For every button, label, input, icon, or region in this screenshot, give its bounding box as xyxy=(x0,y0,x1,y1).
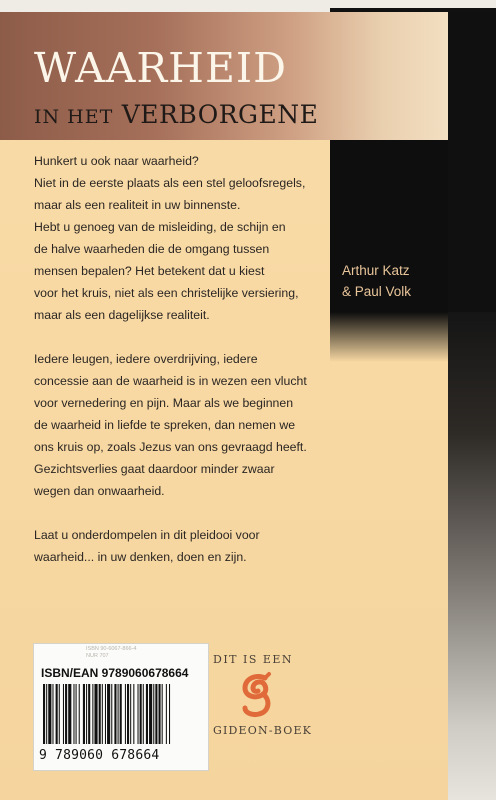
barcode-bar xyxy=(143,684,144,744)
blurb-line: maar als een dagelijkse realiteit. xyxy=(34,308,210,322)
blurb-line: de waarheid in liefde te spreken, dan nemen we xyxy=(34,418,296,432)
blurb-line: voor vernedering en pijn. Maar als we beginnen xyxy=(34,396,294,410)
barcode-bar xyxy=(159,684,161,744)
barcode-bar xyxy=(169,684,170,744)
barcode-bar xyxy=(138,684,139,744)
barcode-bar xyxy=(155,684,157,744)
barcode-sticker xyxy=(33,643,209,771)
blurb-line: Laat u onderdompelen in dit pleidooi voor xyxy=(34,528,260,542)
author-1: Arthur Katz xyxy=(342,263,410,278)
subtitle-main: VERBORGENE xyxy=(121,100,319,129)
barcode-bar xyxy=(63,684,64,744)
barcode-bar xyxy=(111,684,112,744)
blurb-line: Gezichtsverlies gaat daardoor minder zwaar xyxy=(34,462,275,476)
blurb-paragraph-1 xyxy=(34,150,334,326)
blurb-line: wegen dan onwaarheid. xyxy=(34,484,165,498)
barcode-bar xyxy=(130,684,131,744)
barcode-bar xyxy=(94,684,97,744)
gideon-logo-icon xyxy=(235,670,279,720)
blurb-text xyxy=(34,150,334,590)
barcode-bar xyxy=(133,684,134,744)
barcode-bar xyxy=(46,684,47,744)
publisher-tagline: DIT IS EEN xyxy=(213,653,294,666)
blurb-line: voor het kruis, niet als een christelijke versiering, xyxy=(34,286,299,300)
isbn-label: ISBN/EAN 9789060678664 xyxy=(41,666,189,680)
barcode-bar xyxy=(52,684,53,744)
barcode-bar xyxy=(76,684,77,744)
blurb-line: Hebt u genoeg van de misleiding, de schijn en xyxy=(34,220,286,234)
blurb-line: concessie aan de waarheid is in wezen een vlucht xyxy=(34,374,307,388)
book-title: WAARHEID xyxy=(34,44,287,92)
barcode-bar xyxy=(102,684,103,744)
barcode-bar xyxy=(105,684,106,744)
subtitle-prefix: IN HET xyxy=(34,106,114,128)
blurb-line: de halve waarheden die de omgang tussen xyxy=(34,242,270,256)
barcode-bar xyxy=(43,684,45,744)
blurb-line: Iedere leugen, iedere overdrijving, iedere xyxy=(34,352,258,366)
barcode-bar xyxy=(162,684,163,744)
right-fade-strip xyxy=(448,312,496,800)
barcode-bar xyxy=(118,684,119,744)
barcode-bar xyxy=(83,684,85,744)
barcode-bar xyxy=(127,684,129,744)
barcode-bar xyxy=(149,684,152,744)
barcode-bar xyxy=(166,684,167,744)
blurb-line: mensen bepalen? Het betekent dat u kiest xyxy=(34,264,265,278)
barcode-bar xyxy=(56,684,58,744)
publisher-name: GIDEON-BOEK xyxy=(213,724,313,737)
right-dark-strip xyxy=(448,12,496,312)
barcode-bar xyxy=(86,684,87,744)
blurb-paragraph-2 xyxy=(34,348,334,502)
barcode-bar xyxy=(88,684,90,744)
barcode-bar xyxy=(59,684,60,744)
blurb-line: maar als een realiteit in uw binnenste. xyxy=(34,198,241,212)
barcode-bar xyxy=(146,684,148,744)
blurb-line: Niet in de eerste plaats als een stel geloofsregels, xyxy=(34,176,306,190)
barcode-bar xyxy=(120,684,122,744)
barcode-bar xyxy=(140,684,142,744)
barcode-bar xyxy=(79,684,80,744)
book-subtitle xyxy=(34,100,334,132)
blurb-line: ons kruis op, zoals Jezus van ons gevraagd heeft. xyxy=(34,440,307,454)
barcode-icon xyxy=(41,684,203,746)
barcode-bar xyxy=(99,684,101,744)
barcode-bar xyxy=(73,684,74,744)
blurb-line: waarheid... in uw denken, doen en zijn. xyxy=(34,550,247,564)
barcode-bar xyxy=(92,684,93,744)
barcode-faint-text: ISBN 90-6067-866-4 NUR 707 xyxy=(86,646,137,659)
barcode-bar xyxy=(68,684,71,744)
author-panel-fade xyxy=(330,312,448,362)
barcode-bar xyxy=(125,684,126,744)
barcode-digits: 9 789060 678664 xyxy=(39,748,160,763)
barcode-bar xyxy=(153,684,154,744)
barcode-bar xyxy=(48,684,51,744)
author-2: & Paul Volk xyxy=(342,284,412,299)
barcode-bar xyxy=(65,684,67,744)
barcode-bar xyxy=(107,684,110,744)
barcode-bar xyxy=(114,684,116,744)
blurb-line: Hunkert u ook naar waarheid? xyxy=(34,154,199,168)
authors xyxy=(342,260,446,302)
blurb-paragraph-3 xyxy=(34,524,334,568)
